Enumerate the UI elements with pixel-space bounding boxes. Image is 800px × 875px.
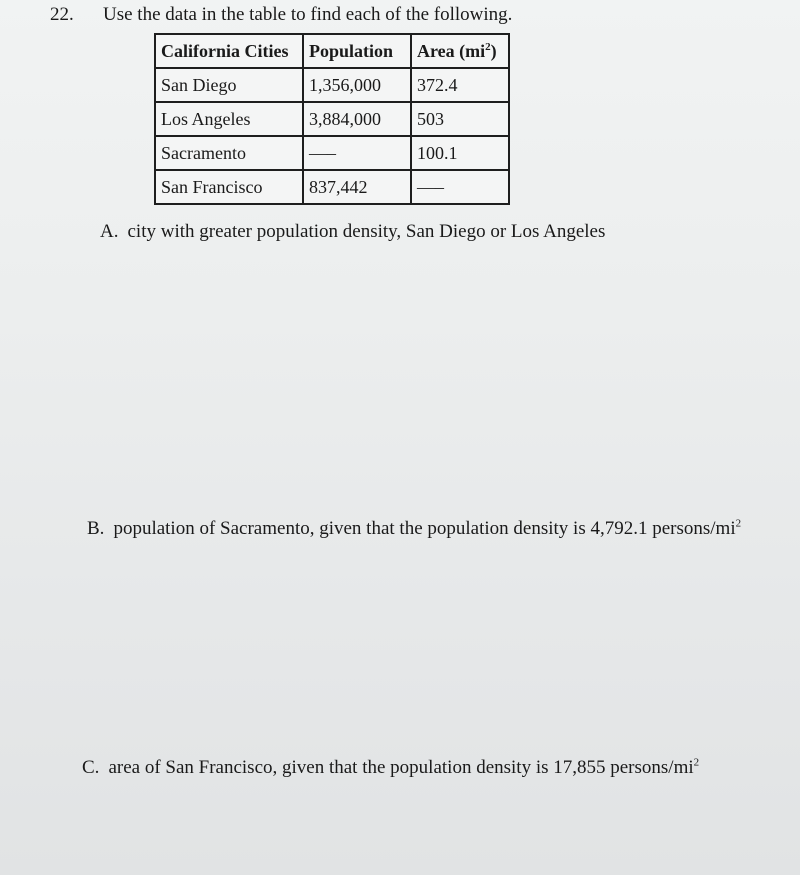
part-a-text: city with greater population density, San Diego or Los Angeles [127, 221, 606, 242]
question-instruction: Use the data in the table to find each of the following. [103, 4, 513, 25]
header-area-base: Area (mi [417, 40, 486, 61]
part-a-letter: A. [100, 221, 119, 242]
header-city: California Cities [155, 34, 303, 68]
part-b-text: population of Sacramento, given that the population density is 4,792.1 persons/mi [113, 518, 736, 539]
table-header-row [155, 34, 509, 68]
table-row [155, 136, 509, 170]
table-row [155, 102, 509, 136]
question-number: 22. [50, 4, 74, 25]
part-b-exponent: 2 [735, 517, 742, 530]
cell-city: Sacramento [155, 136, 303, 170]
cell-city: Los Angeles [155, 102, 303, 136]
part-a [100, 221, 605, 243]
part-c-text: area of San Francisco, given that the population density is 17,855 persons/mi [108, 757, 694, 778]
table-row [155, 68, 509, 102]
part-c-letter: C. [82, 757, 100, 778]
header-area [411, 34, 509, 68]
part-b-letter: B. [87, 518, 105, 539]
cell-city: San Francisco [155, 170, 303, 204]
cell-population: 1,356,000 [303, 68, 411, 102]
part-c-exponent: 2 [693, 756, 700, 769]
cell-population: 3,884,000 [303, 102, 411, 136]
cell-area: —– [411, 170, 509, 204]
cell-population: 837,442 [303, 170, 411, 204]
part-c [82, 757, 699, 779]
header-area-exponent: 2 [485, 40, 491, 53]
cell-area: 372.4 [411, 68, 509, 102]
cell-area: 100.1 [411, 136, 509, 170]
table-row [155, 170, 509, 204]
header-population: Population [303, 34, 411, 68]
header-area-close: ) [490, 40, 497, 61]
california-cities-table [154, 33, 510, 205]
cell-area: 503 [411, 102, 509, 136]
part-b [87, 518, 741, 540]
cell-city: San Diego [155, 68, 303, 102]
cell-population: —– [303, 136, 411, 170]
